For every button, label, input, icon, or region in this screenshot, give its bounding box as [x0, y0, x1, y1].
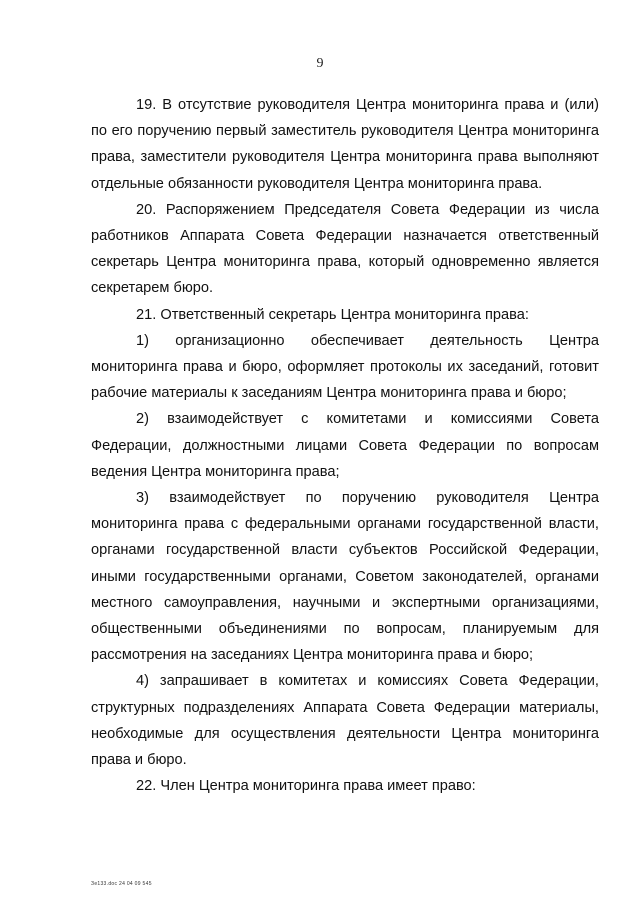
paragraph-21-item-1: 1) организационно обеспечивает деятельность Центра мониторинга права и бюро, оформляет протоколы их заседаний, готовит рабочие материалы к заседаниям Центра мониторинга права и бюро;	[91, 332, 599, 402]
paragraph-21-item-2: 2) взаимодействует с комитетами и комиссиями Совета Федерации, должностными лицами Совета Федерации по вопросам ведения Центра мониторинга права;	[91, 411, 599, 480]
document-body	[91, 92, 599, 799]
paragraph-19: 19. В отсутствие руководителя Центра мониторинга права и (или) по его поручению первый заместитель руководителя Центра мониторинга права, заместители руководителя Центра мониторинга права выполняют отдельные обязанности руководителя Центра мониторинга права.	[91, 97, 599, 192]
page-number: 9	[316, 56, 324, 71]
paragraph-22: 22. Член Центра мониторинга права имеет право:	[136, 778, 476, 795]
footer-document-code: Зе133.doc 24 04 09 545	[91, 881, 152, 887]
paragraph-21-item-3: 3) взаимодействует по поручению руководителя Центра мониторинга права с федеральными органами государственной власти, органами государственной власти субъектов Российской Федерации, иными государственными органами, Советом законодателей, органами местного самоуправления, научными и экспертными организациями, общественными объединениями по вопросам, планируемым для рассмотрения на заседаниях Центра мониторинга права и бюро;	[91, 490, 599, 664]
paragraph-21-item-4: 4) запрашивает в комитетах и комиссиях Совета Федерации, структурных подразделениях Аппарата Совета Федерации материалы, необходимые для осуществления деятельности Центра мониторинга права и бюро.	[91, 673, 599, 769]
paragraph-21-heading: 21. Ответственный секретарь Центра мониторинга права:	[136, 306, 529, 323]
paragraph-20: 20. Распоряжением Председателя Совета Федерации из числа работников Аппарата Совета Федерации назначается ответственный секретарь Центра мониторинга права, который одновременно является секретарем бюро.	[91, 201, 599, 297]
